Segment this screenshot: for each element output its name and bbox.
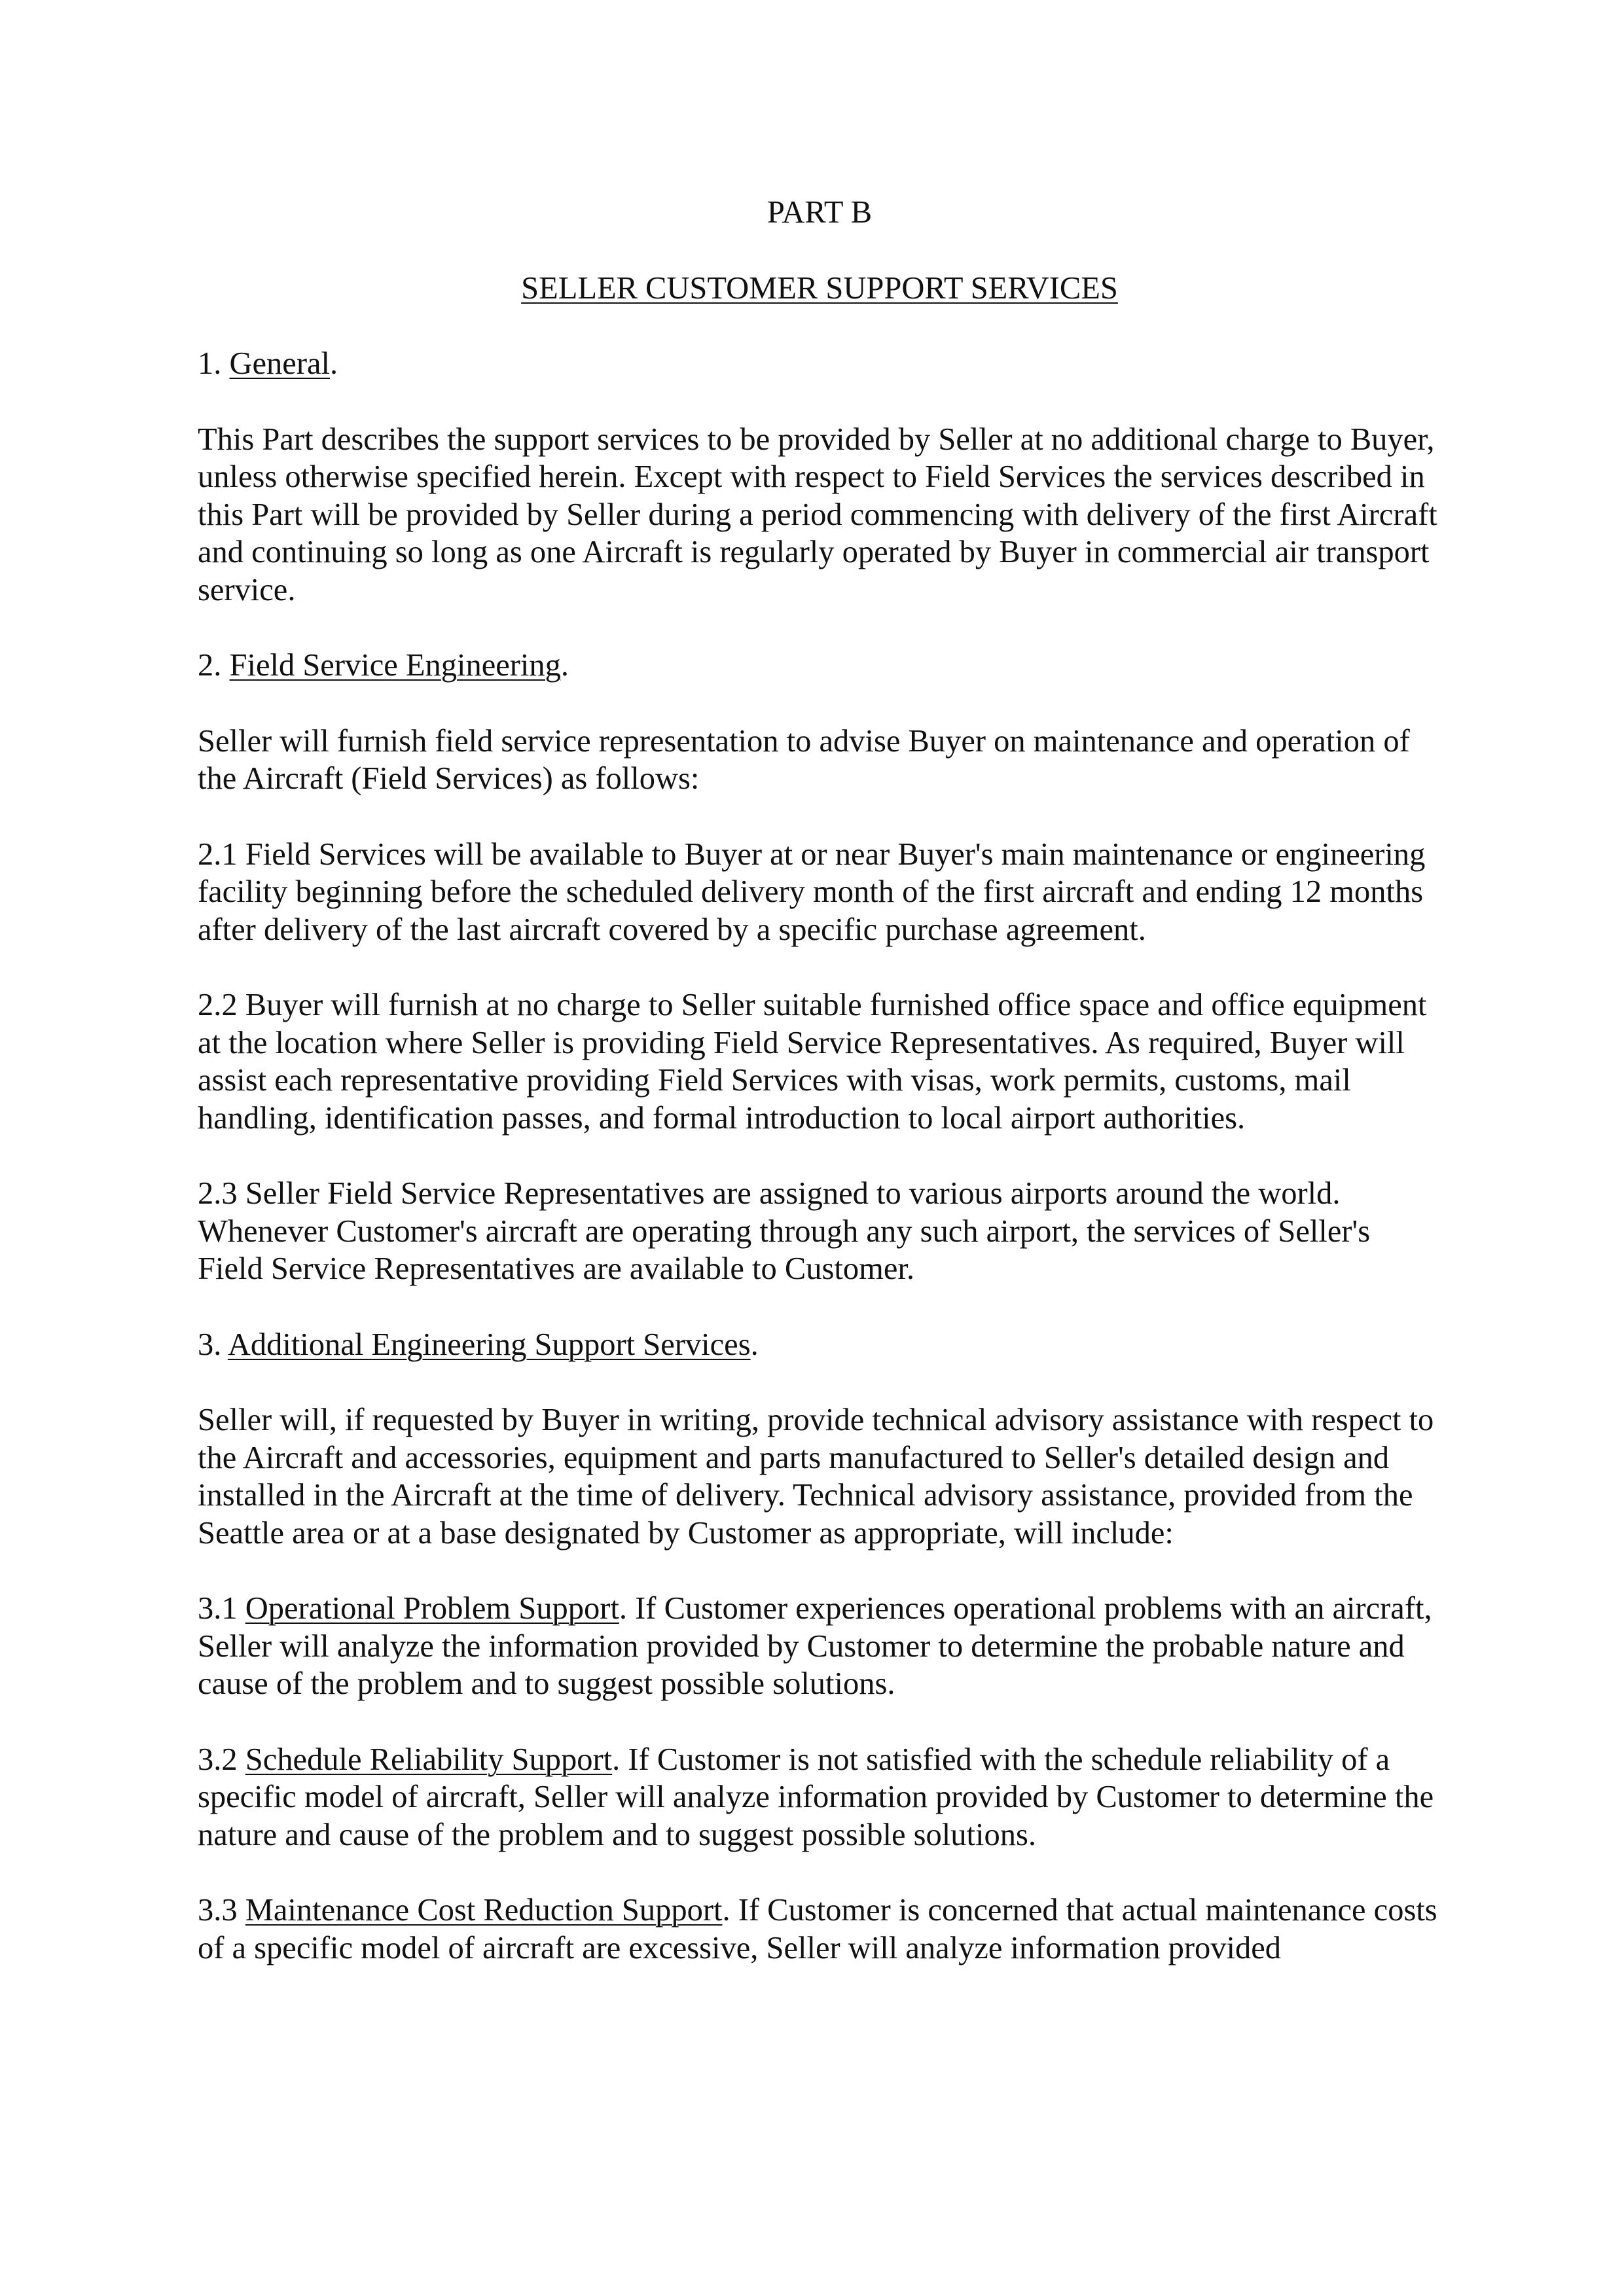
clause-2-1: 2.1 Field Services will be available to Buyer at or near Buyer's main maintenance or engineering facility beginning before the scheduled delivery month of the first aircraft and ending 12 months after delivery of the last aircraft covered by a specific purchase agreement. bbox=[198, 836, 1426, 947]
section-2-title: Field Service Engineering bbox=[229, 648, 561, 683]
clause-3-1-text: . If Customer experiences operational problems with an aircraft, Seller will analyze the information provided by Customer to determine the probable nature and cause of the problem and to suggest possible solutions. bbox=[198, 1591, 1432, 1701]
section-1-title: General bbox=[229, 346, 330, 381]
clause-3-3-number: 3.3 bbox=[198, 1893, 238, 1928]
clause-3-2-text: . If Customer is not satisfied with the schedule reliability of a specific model of aircraft, Seller will analyze information provided by Customer to determine the nature and cause of the problem and to suggest possible solutions. bbox=[198, 1742, 1434, 1852]
document-title: SELLER CUSTOMER SUPPORT SERVICES bbox=[521, 270, 1118, 306]
section-2-heading bbox=[198, 647, 1441, 685]
clause-3-1 bbox=[198, 1590, 1441, 1703]
clause-3-3-title: Maintenance Cost Reduction Support bbox=[245, 1893, 723, 1928]
section-1-paragraph: This Part describes the support services to be provided by Seller at no additional charge to Buyer, unless otherwise specified herein. Except with respect to Field Services the services described in this Part will be provided by Seller during a period commencing with delivery of the first Aircraft and continuing so long as one Aircraft is regularly operated by Buyer in commercial air transport service. bbox=[198, 422, 1437, 607]
section-3-title: Additional Engineering Support Services bbox=[227, 1327, 751, 1362]
clause-2-2: 2.2 Buyer will furnish at no charge to Seller suitable furnished office space and office equipment at the location where Seller is providing Field Service Representatives. As required, Buyer will assist each representative providing Field Services with visas, work permits, customs, mail handling, identification passes, and formal introduction to local airport authorities. bbox=[198, 988, 1427, 1136]
clause-3-2 bbox=[198, 1741, 1441, 1854]
section-2-number: 2. bbox=[198, 648, 222, 683]
section-2-period: . bbox=[560, 648, 569, 683]
section-3-number: 3. bbox=[198, 1327, 222, 1362]
section-1-heading bbox=[198, 345, 1441, 383]
clause-3-2-number: 3.2 bbox=[198, 1742, 238, 1777]
section-2-paragraph: Seller will furnish field service representation to advise Buyer on maintenance and operation of the Aircraft (Field Services) as follows: bbox=[198, 723, 1410, 796]
section-1-period: . bbox=[329, 346, 338, 381]
section-3-paragraph: Seller will, if requested by Buyer in writing, provide technical advisory assistance with respect to the Aircraft and accessories, equipment and parts manufactured to Seller's detailed design and installed in the Aircraft at the time of delivery. Technical advisory assistance, provided from the Seattle area or at a base designated by Customer as appropriate, will include: bbox=[198, 1403, 1434, 1551]
section-3-period: . bbox=[750, 1327, 759, 1362]
section-1-number: 1. bbox=[198, 346, 222, 381]
clause-3-3-text: . If Customer is concerned that actual maintenance costs of a specific model of aircraft are excessive, Seller will analyze information provided bbox=[198, 1893, 1437, 1965]
clause-3-1-title: Operational Problem Support bbox=[245, 1591, 619, 1626]
clause-2-3: 2.3 Seller Field Service Representatives are assigned to various airports around the world. Whenever Customer's aircraft are operating through any such airport, the services of Seller's Field Service Representatives are available to Customer. bbox=[198, 1176, 1371, 1286]
document-body bbox=[198, 194, 1441, 2005]
clause-3-3 bbox=[198, 1892, 1441, 1967]
part-label: PART B bbox=[767, 195, 873, 230]
clause-3-1-number: 3.1 bbox=[198, 1591, 238, 1626]
clause-3-2-title: Schedule Reliability Support bbox=[245, 1742, 613, 1777]
section-3-heading bbox=[198, 1326, 1441, 1364]
